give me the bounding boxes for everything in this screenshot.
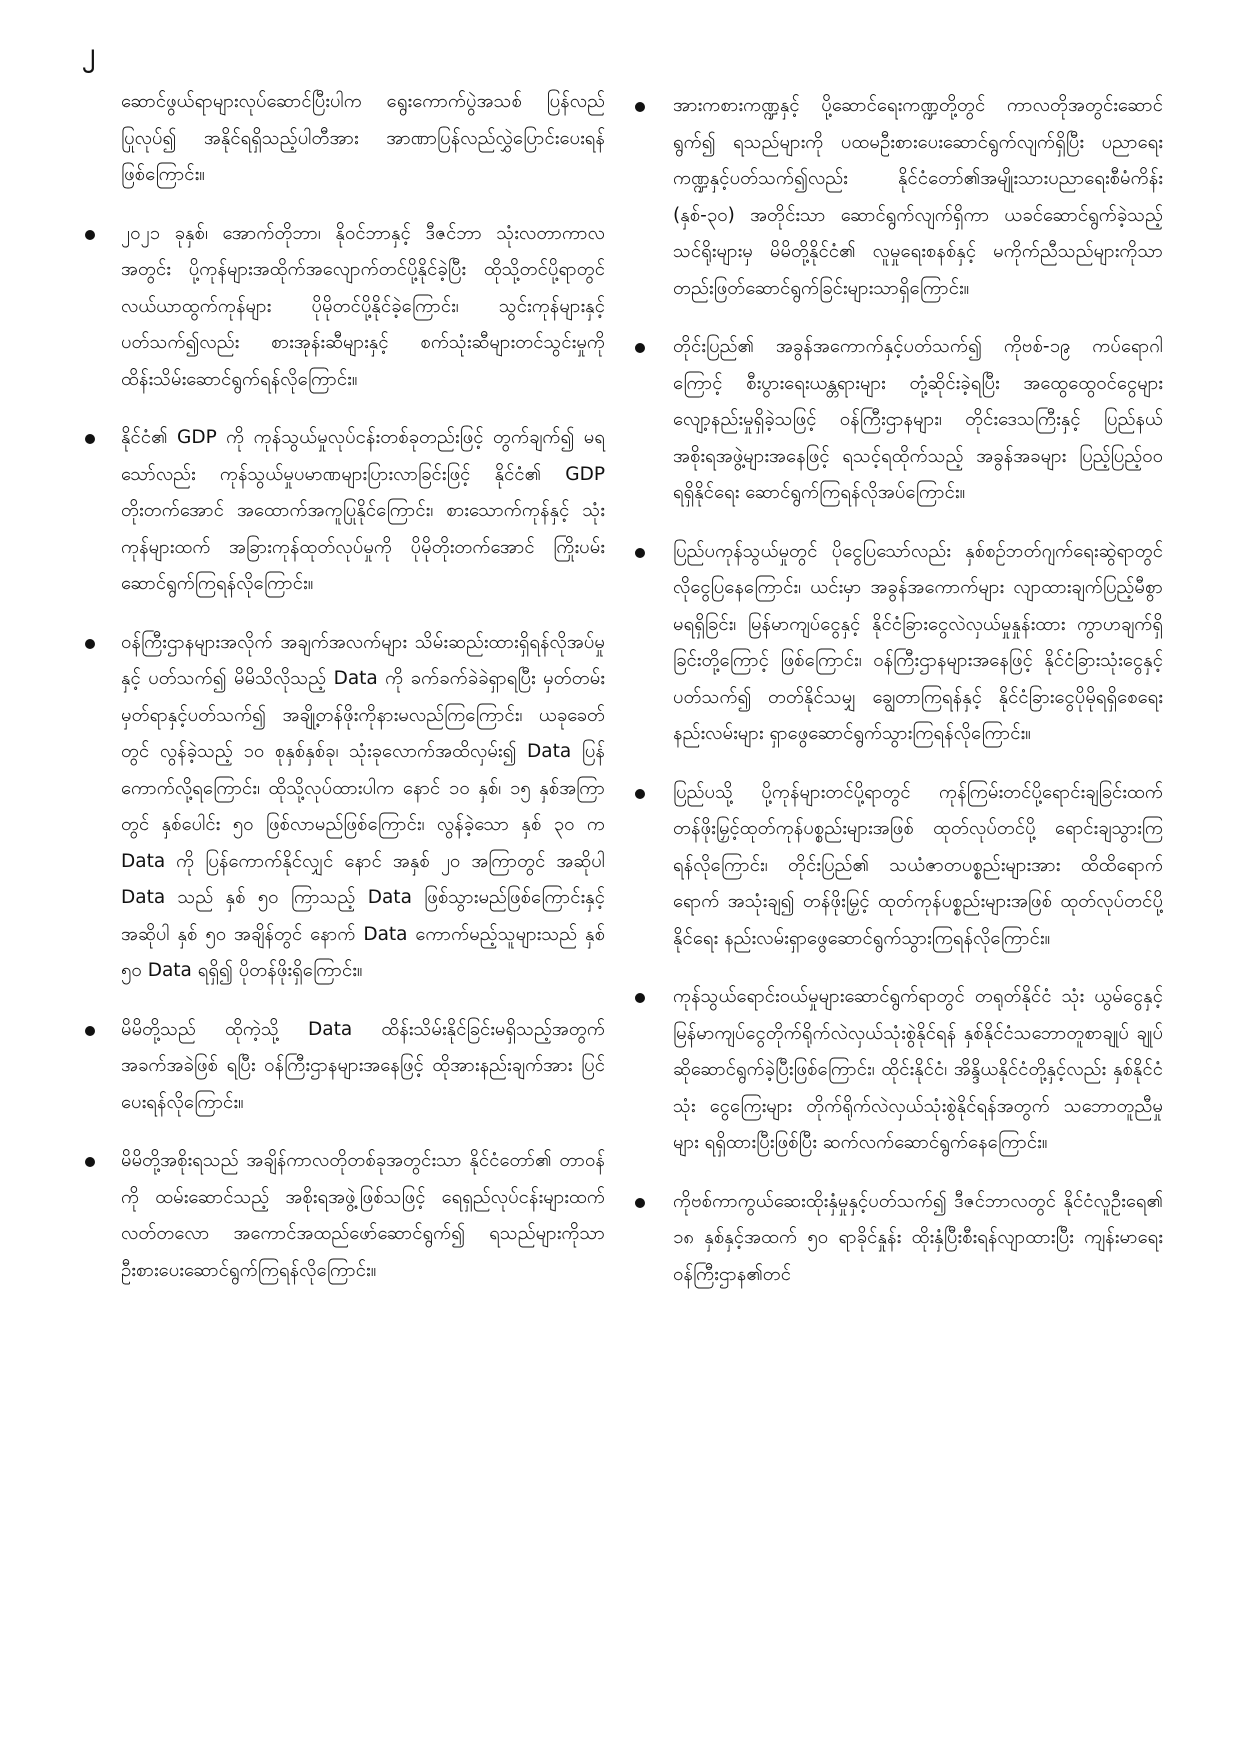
bullet-icon (85, 1026, 95, 1036)
paragraph-text: မိမိတို့အစိုးရသည် အချိန်ကာလတိုတစ်ခုအတွင်းသာ နိုင်ငံတော်၏ တာဝန်ကို ထမ်းဆောင်သည့် အစိုးရအဖွဲ့ဖြစ်သဖြင့် ရေရှည်လုပ်ငန်းများထက် လတ်တလော အကောင်အထည်ဖော်ဆောင်ရွက်၍ ရသည်များကိုသာ ဦးစားပေးဆောင်ရွက်ကြရန်လိုကြောင်း။ (121, 1150, 605, 1281)
bullet-paragraph (635, 979, 1163, 1162)
bullet-icon (635, 1198, 645, 1208)
bullet-icon (635, 993, 645, 1003)
paragraph-text: ဆောင်ဖွယ်ရာများလုပ်ဆောင်ပြီးပါက ရွေးကောက်ပွဲအသစ် ပြန်လည်ပြုလုပ်၍ အနိုင်ရရှိသည့်ပါတီအား အာဏာပြန်လည်လွှဲပြောင်းပေးရန် ဖြစ်ကြောင်း။ (121, 91, 605, 185)
bullet-icon (635, 789, 645, 799)
page-number: ၂ (82, 38, 95, 68)
left-column (85, 84, 605, 1311)
bullet-paragraph (635, 775, 1163, 958)
paragraph-text: နိုင်ငံ၏ GDP ကို ကုန်သွယ်မှုလုပ်ငန်းတစ်ခုတည်းဖြင့် တွက်ချက်၍ မရသော်လည်း ကုန်သွယ်မှုပမာဏများပြားလာခြင်းဖြင့် နိုင်ငံ၏ GDP တိုးတက်အောင် အထောက်အကူပြုနိုင်ကြောင်း၊ စားသောက်ကုန်နှင့် သုံးကုန်များထက် အခြားကုန်ထုတ်လုပ်မှုကို ပိုမိုတိုးတက်အောင် ကြိုးပမ်းဆောင်ရွက်ကြရန်လိုကြောင်း။ (121, 427, 605, 594)
bullet-paragraph (635, 329, 1163, 512)
right-column (635, 88, 1163, 1315)
bullet-paragraph (85, 1143, 605, 1289)
bullet-paragraph (85, 625, 605, 990)
paragraph-text: မိမိတို့သည် ထိုကဲ့သို့ Data ထိန်းသိမ်းနိုင်ခြင်းမရှိသည့်အတွက် အခက်အခဲဖြစ် ရပြီး ဝန်ကြီးဌာနများအနေဖြင့် ထိုအားနည်းချက်အား ပြင်ပေးရန်လိုကြောင်း။ (121, 1018, 605, 1113)
bullet-icon (85, 639, 95, 649)
bullet-paragraph (635, 534, 1163, 753)
bullet-icon (635, 102, 645, 112)
bullet-paragraph (635, 1184, 1163, 1294)
bullet-icon (85, 1157, 95, 1167)
paragraph-text: ကုန်သွယ်ရောင်းဝယ်မှုများဆောင်ရွက်ရာတွင် တရုတ်နိုင်ငံ သုံး ယွမ်ငွေနှင့် မြန်မာကျပ်ငွေတိုက်ရိုက်လဲလှယ်သုံးစွဲနိုင်ရန် နှစ်နိုင်ငံသဘောတူစာချုပ် ချုပ်ဆိုဆောင်ရွက်ခဲ့ပြီးဖြစ်ကြောင်း၊ ထိုင်းနိုင်ငံ၊ အိန္ဒိယနိုင်ငံတို့နှင့်လည်း နှစ်နိုင်ငံ သုံး ငွေကြေးများ တိုက်ရိုက်လဲလှယ်သုံးစွဲနိုင်ရန်အတွက် သဘောတူညီမှုများ ရရှိထားပြီးဖြစ်ပြီး ဆက်လက်ဆောင်ရွက်နေကြောင်း။ (673, 986, 1163, 1153)
paragraph-continued (85, 84, 605, 194)
bullet-paragraph (635, 88, 1163, 307)
bullet-icon (85, 230, 95, 240)
bullet-paragraph (85, 216, 605, 399)
bullet-icon (635, 343, 645, 353)
paragraph-text: တိုင်းပြည်၏ အခွန်အကောက်နှင့်ပတ်သက်၍ ကိုဗစ်-၁၉ ကပ်ရောဂါကြောင့် စီးပွားရေးယန္တရားများ တုံ့ဆိုင်းခဲ့ရပြီး အထွေထွေဝင်ငွေများ လျော့နည်းမှုရှိခဲ့သဖြင့် ဝန်ကြီးဌာနများ၊ တိုင်းဒေသကြီးနှင့် ပြည်နယ်အစိုးရအဖွဲ့များအနေဖြင့် ရသင့်ရထိုက်သည့် အခွန်အခများ ပြည့်ပြည့်ဝဝရရှိနိုင်ရေး ဆောင်ရွက်ကြရန်လိုအပ်ကြောင်း။ (673, 336, 1163, 503)
paragraph-text: အားကစားကဏ္ဍနှင့် ပို့ဆောင်ရေးကဏ္ဍတို့တွင် ကာလတိုအတွင်းဆောင်ရွက်၍ ရသည်များကို ပထမဦးစားပေးဆောင်ရွက်လျက်ရှိပြီး ပညာရေးကဏ္ဍနှင့်ပတ်သက်၍လည်း နိုင်ငံတော်၏အမျိုးသားပညာရေးစီမံကိန်း (နှစ်-၃၀) အတိုင်းသာ ဆောင်ရွက်လျက်ရှိကာ ယခင်ဆောင်ရွက်ခဲ့သည့်သင်ရိုးများမှ မိမိတို့နိုင်ငံ၏ လူမှုရေးစနစ်နှင့် မကိုက်ညီသည်များကိုသာ တည်းဖြတ်ဆောင်ရွက်ခြင်းများသာရှိကြောင်း။ (673, 95, 1163, 299)
bullet-icon (635, 548, 645, 558)
paragraph-text: ပြည်ပကုန်သွယ်မှုတွင် ပိုငွေပြသော်လည်း နှစ်စဉ်ဘတ်ဂျက်ရေးဆွဲရာတွင် လိုငွေပြနေကြောင်း၊ ယင်းမှာ အခွန်အကောက်များ လျာထားချက်ပြည့်မီစွာမရရှိခြင်း၊ မြန်မာကျပ်ငွေနှင့် နိုင်ငံခြားငွေလဲလှယ်မှုနှုန်းထား ကွာဟချက်ရှိခြင်းတို့ကြောင့် ဖြစ်ကြောင်း၊ ဝန်ကြီးဌာနများအနေဖြင့် နိုင်ငံခြားသုံးငွေနှင့်ပတ်သက်၍ တတ်နိုင်သမျှ ချွေတာကြရန်နှင့် နိုင်ငံခြားငွေပိုမိုရရှိစေရေး နည်းလမ်းများ ရှာဖွေဆောင်ရွက်သွားကြရန်လိုကြောင်း။ (673, 540, 1163, 744)
paragraph-text: ၂၀၂၁ ခုနှစ်၊ အောက်တိုဘာ၊ နိုဝင်ဘာနှင့် ဒီဇင်ဘာ သုံးလတာကာလအတွင်း ပို့ကုန်များအထိုက်အလျောက်တင်ပို့နိုင်ခဲ့ပြီး ထိုသို့တင်ပို့ရာတွင် လယ်ယာထွက်ကုန်များ ပိုမိုတင်ပို့နိုင်ခဲ့ကြောင်း၊ သွင်းကုန်များနှင့်ပတ်သက်၍လည်း စားအုန်းဆီများနှင့် စက်သုံးဆီများတင်သွင်းမှုကို ထိန်းသိမ်းဆောင်ရွက်ရန်လိုကြောင်း။ (121, 222, 605, 390)
paragraph-text: ဝန်ကြီးဌာနများအလိုက် အချက်အလက်များ သိမ်းဆည်းထားရှိရန်လိုအပ်မှုနှင့် ပတ်သက်၍ မိမိသိလိုသည့် Data ကို ခက်ခက်ခဲခဲရှာရပြီး မှတ်တမ်းမှတ်ရာနှင့်ပတ်သက်၍ အချို့တန်ဖိုးကိုနားမလည်ကြကြောင်း၊ ယခုခေတ်တွင် လွန်ခဲ့သည့် ၁၀ စုနှစ်နှစ်ခု၊ သုံးခုလောက်အထိလှမ်း၍ Data ပြန်ကောက်လို့ရကြောင်း၊ ထိုသို့လုပ်ထားပါက နောင် ၁၀ နှစ်၊ ၁၅ နှစ်အကြာတွင် နှစ်ပေါင်း ၅၀ ဖြစ်လာမည်ဖြစ်ကြောင်း၊ လွန်ခဲ့သော နှစ် ၃၀ က Data ကို ပြန်ကောက်နိုင်လျှင် နောင် အနှစ် ၂၀ အကြာတွင် အဆိုပါ Data သည် နှစ် ၅၀ ကြာသည့် Data ဖြစ်သွားမည်ဖြစ်ကြောင်းနှင့် အဆိုပါ နှစ် ၅၀ အချိန်တွင် နောက် Data ကောက်မည့်သူများသည် နှစ် ၅၀ Data ရရှိ၍ ပိုတန်ဖိုးရှိကြောင်း။ (121, 631, 605, 981)
bullet-paragraph (85, 420, 605, 603)
bullet-icon (85, 434, 95, 444)
paragraph-text: ကိုဗစ်ကာကွယ်ဆေးထိုးနှံမှုနှင့်ပတ်သက်၍ ဒီဇင်ဘာလတွင် နိုင်ငံလူဦးရေ၏ ၁၈ နှစ်နှင့်အထက် ၅၀ ရာခိုင်နှုန်း ထိုးနှံပြီးစီးရန်လျာထားပြီး ကျန်းမာရေးဝန်ကြီးဌာန၏တင် (673, 1190, 1163, 1285)
bullet-paragraph (85, 1012, 605, 1122)
paragraph-text: ပြည်ပသို့ ပို့ကုန်များတင်ပို့ရာတွင် ကုန်ကြမ်းတင်ပို့ရောင်းချခြင်းထက် တန်ဖိုးမြှင့်ထုတ်ကုန်ပစ္စည်းများအဖြစ် ထုတ်လုပ်တင်ပို့ ရောင်းချသွားကြရန်လိုကြောင်း၊ တိုင်းပြည်၏ သယံဇာတပစ္စည်းများအား ထိထိရောက်ရောက် အသုံးချ၍ တန်ဖိုးမြှင့် ထုတ်ကုန်ပစ္စည်းများအဖြစ် ထုတ်လုပ်တင်ပို့နိုင်ရေး နည်းလမ်းရှာဖွေဆောင်ရွက်သွားကြရန်လိုကြောင်း။ (673, 781, 1163, 949)
